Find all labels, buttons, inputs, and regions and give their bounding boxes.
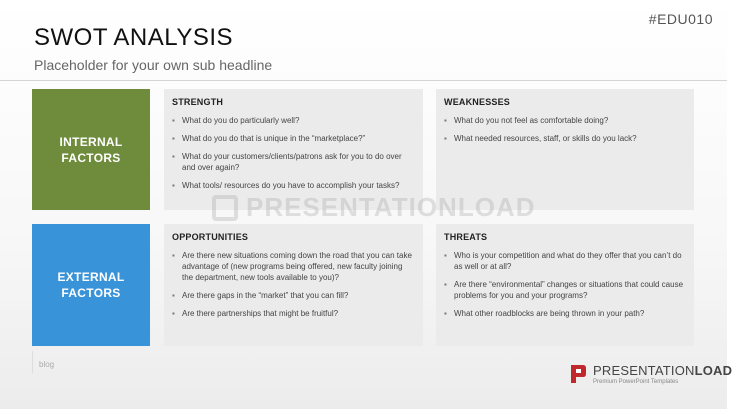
opportunities-heading: OPPORTUNITIES: [172, 232, 249, 242]
bullet-icon: ▪: [172, 134, 175, 143]
bullet-icon: ▪: [172, 181, 175, 190]
weaknesses-list: [444, 115, 686, 144]
brand-name: PRESENTATIONLOAD: [593, 363, 732, 378]
bullet-icon: ▪: [444, 251, 447, 260]
presentationload-logo-icon: [569, 363, 587, 385]
list-item: ▪ What needed resources, staff, or skills do you lack?: [444, 134, 637, 143]
strength-heading: STRENGTH: [172, 97, 224, 107]
list-item: ▪ What other roadblocks are being thrown in your path?: [444, 309, 645, 318]
bullet-icon: ▪: [172, 309, 175, 318]
weaknesses-heading: WEAKNESSES: [444, 97, 511, 107]
watermark-text: PRESENTATIONLOAD: [246, 192, 536, 222]
internal-factors-line1: INTERNAL: [59, 134, 123, 149]
bullet-icon: ▪: [444, 280, 447, 289]
slide-code: #EDU010: [648, 11, 713, 27]
internal-factors-line2: FACTORS: [61, 150, 121, 165]
strength-list: [172, 115, 415, 191]
internal-factors-box: [32, 89, 150, 210]
list-item: ▪ What do you do that is unique in the “marketplace?”: [172, 134, 366, 143]
brand-tagline: Premium PowerPoint Templates: [593, 379, 679, 385]
footer-divider: [32, 351, 33, 373]
footer-left-text: blog: [39, 360, 55, 369]
threats-panel: [436, 224, 694, 346]
bullet-icon: ▪: [444, 309, 447, 318]
watermark-logo-icon: [212, 195, 238, 221]
list-item: ▪ What do you not feel as comfortable doing?: [444, 116, 609, 125]
list-item: ▪ Are there new situations coming down the road that you can take advantage of (new programs being offered, new faculty joining the department, new tools available to you)?: [172, 251, 412, 282]
list-item: ▪ Are there gaps in the “market” that you can fill?: [172, 291, 349, 300]
page-title: SWOT ANALYSIS: [34, 24, 234, 51]
bullet-icon: ▪: [444, 116, 447, 125]
threats-list: [444, 250, 686, 319]
brand-logo: [569, 363, 732, 385]
threats-heading: THREATS: [444, 232, 488, 242]
bullet-icon: ▪: [172, 291, 175, 300]
page-subtitle: Placeholder for your own sub headline: [34, 57, 273, 73]
list-item: ▪ Are there partnerships that might be fruitful?: [172, 309, 339, 318]
list-item: ▪ Are there “environmental” changes or situations that could cause problems for you and your programs?: [444, 280, 684, 300]
opportunities-panel: [164, 224, 423, 346]
external-factors-line1: EXTERNAL: [57, 270, 125, 284]
bullet-icon: ▪: [172, 116, 175, 125]
opportunities-list: [172, 250, 415, 319]
list-item: ▪ What tools/ resources do you have to accomplish your tasks?: [172, 181, 400, 190]
external-factors-line2: FACTORS: [61, 286, 121, 300]
list-item: ▪ Who is your competition and what do they offer that you can’t do as well or at all?: [444, 251, 682, 271]
bullet-icon: ▪: [444, 134, 447, 143]
bullet-icon: ▪: [172, 251, 175, 260]
bullet-icon: ▪: [172, 152, 175, 161]
external-factors-box: [32, 224, 150, 346]
watermark: [212, 192, 535, 223]
list-item: ▪ What do your customers/clients/patrons ask for you to do over and over again?: [172, 152, 402, 172]
list-item: ▪ What do you do particularly well?: [172, 116, 300, 125]
header-divider: [0, 80, 727, 81]
